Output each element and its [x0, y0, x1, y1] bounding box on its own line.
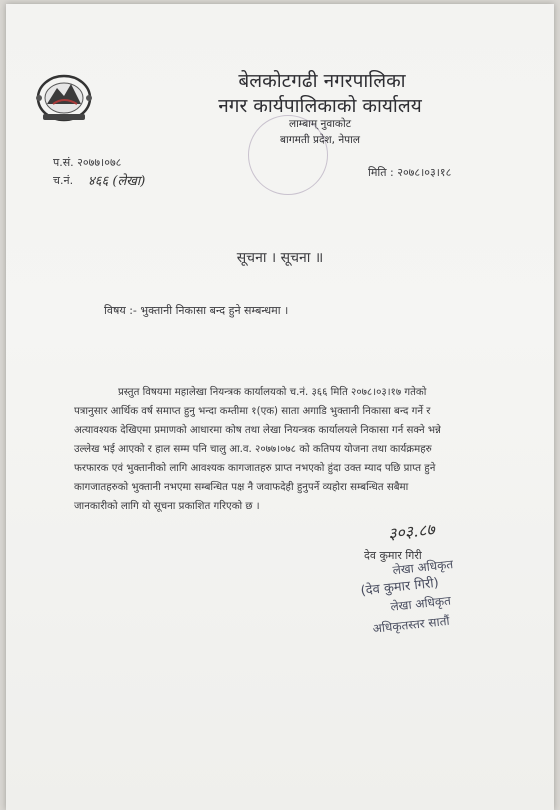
stamp-level: अधिकृतस्तर सातौं — [372, 613, 451, 636]
letter-date: मिति : २०७८।०३।१८ — [368, 166, 452, 179]
notice-body — [74, 383, 498, 516]
office-name: नगर कार्यपालिकाको कार्यालय — [218, 95, 422, 117]
body-line: उल्लेख भई आएको र हाल सम्म पनि चालु आ.व. २०७७।०७८ को कतिपय योजना तथा कार्यक्रमहरु — [74, 444, 432, 455]
address-line-2: बागमती प्रदेश, नेपाल — [280, 134, 360, 146]
body-line: प्रस्तुत विषयमा महालेखा नियन्त्रक कार्यालयको च.नं. ३६६ मिति २०७८।०३।१७ गतेको — [118, 387, 427, 398]
stamp-title: लेखा अधिकृत — [389, 593, 452, 614]
body-line: अत्यावश्यक देखिएमा प्रमाणको आधारमा कोष तथा लेखा नियन्त्रक कार्यालयले निकासा गर्न सक्ने भन्ने — [74, 425, 441, 436]
dispatch-number-label: च.नं. — [53, 174, 74, 187]
notice-subject: विषय :- भुक्तानी निकासा बन्द हुने सम्बन्धमा । — [104, 304, 289, 317]
dispatch-number-value: ४६६ (लेखा) — [88, 174, 146, 189]
body-line: कागजातहरुको भुक्तानी नभएमा सम्बन्धित पक्ष नै जवाफदेही हुनुपर्ने व्यहोरा सम्बन्धित सबैमा — [74, 482, 409, 493]
address-line-1: लाम्बाम्‌ नुवाकोट — [288, 118, 352, 130]
body-line: पत्रानुसार आर्थिक वर्ष समाप्त हुनु भन्दा कम्तीमा १(एक) साता अगाडि भुक्तानी निकासा बन्द गर्ने र — [74, 406, 431, 417]
office-round-stamp — [248, 115, 328, 195]
body-line: जानकारीको लागि यो सूचना प्रकाशित गरिएको छ । — [74, 501, 260, 512]
notice-title: सूचना । सूचना ॥ — [236, 250, 324, 266]
body-line: फरफारक एवं भुक्तानीको लागि आवश्यक कागजातहरु प्राप्त नभएको हुंदा उक्त म्याद पछि प्राप्त हुने — [74, 463, 436, 474]
handwritten-signature: ३०३.८७ — [387, 519, 436, 544]
municipality-name: बेलकोटगढी नगरपालिका — [238, 70, 406, 92]
signatory-name: देव कुमार गिरी — [364, 549, 422, 562]
signatory-designation: लेखा अधिकृत — [392, 557, 454, 578]
reference-number: प.सं. २०७७।०७८ — [53, 156, 122, 169]
stamp-name: (देव कुमार गिरी) — [359, 575, 440, 599]
